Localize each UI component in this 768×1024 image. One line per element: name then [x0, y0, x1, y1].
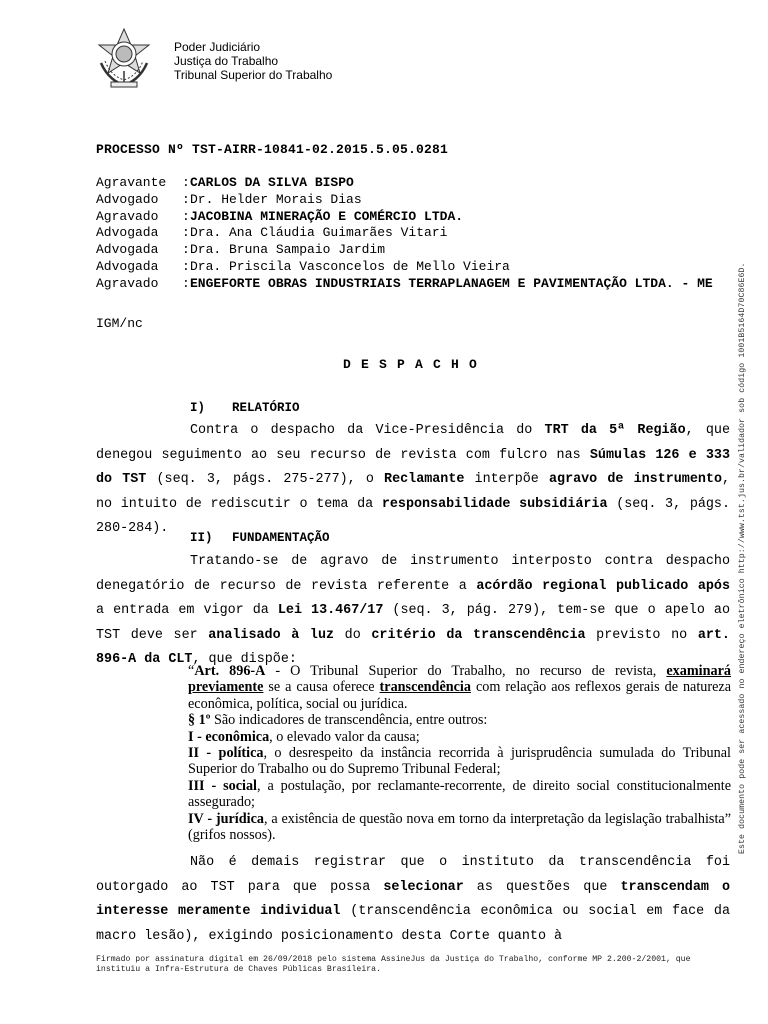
text-run: , o elevado valor da causa;	[269, 728, 420, 745]
signature-footer: Firmado por assinatura digital em 26/09/2018 pelo sistema AssineJus da Justiça do Trabalho, conforme MP 2.200-2/2001, que instituiu a Infra-Estrutura de Chaves Públicas Brasileira.	[96, 955, 691, 974]
text-run-bold: IV - jurídica	[188, 810, 264, 827]
paragraph-relatorio	[96, 419, 730, 542]
quote-article	[188, 663, 731, 712]
quote-item-i	[188, 729, 731, 745]
text-run: interpõe	[464, 472, 549, 488]
text-run-bold: III - social	[188, 777, 257, 794]
quote-item-iii	[188, 778, 731, 811]
party-name: Dra. Ana Cláudia Guimarães Vitari	[190, 225, 448, 241]
text-run: (transcendência econômica ou social em face da macro lesão), exigindo posicionamento desta Corte quanto à	[96, 904, 730, 944]
party-name: CARLOS DA SILVA BISPO	[190, 175, 354, 190]
party-row: Advogada : Dra. Bruna Sampaio Jardim	[96, 242, 736, 259]
text-run-bold: art. 896-A da CLT	[96, 627, 730, 668]
org-line-2: Justiça do Trabalho	[174, 54, 279, 68]
section-label: RELATÓRIO	[232, 401, 300, 415]
section-number: II)	[190, 531, 213, 545]
text-run-bold: Lei 13.467/17	[277, 603, 384, 619]
text-run: a entrada em vigor da	[96, 603, 278, 619]
org-line-3: Tribunal Superior do Trabalho	[174, 68, 333, 82]
text-run-bold: Reclamante	[384, 472, 465, 488]
quote-paragraph-1	[188, 712, 731, 728]
party-name: Dra. Bruna Sampaio Jardim	[190, 242, 386, 258]
text-run: Contra o despacho da Vice-Presidência do	[190, 423, 545, 438]
section-number: I)	[190, 401, 206, 415]
party-role: Agravante	[96, 175, 167, 190]
party-row: Advogada : Dra. Ana Cláudia Guimarães Vitari	[96, 225, 736, 242]
party-role: Advogada	[96, 225, 159, 241]
court-header	[174, 40, 332, 82]
text-run-bold: acórdão regional publicado após	[476, 578, 730, 594]
text-run: , a postulação, por reclamante-recorrente, de direito social constitucionalmente assegurado;	[188, 777, 731, 811]
text-run: , a existência de questão nova em torno da interpretação da legislação trabalhista” (grifos nossos).	[188, 810, 731, 844]
quote-item-ii	[188, 745, 731, 778]
quote-item-iv	[188, 811, 731, 844]
text-run-bold: Súmulas 126 e 333 do TST	[96, 447, 730, 488]
text-run-bold: § 1º	[188, 712, 211, 729]
text-run: do	[334, 627, 372, 643]
party-row: Agravado : JACOBINA MINERAÇÃO E COMÉRCIO LTDA.	[96, 209, 736, 226]
text-run: , no intuito de rediscutir o tema da	[96, 472, 731, 512]
party-role: Advogada	[96, 258, 159, 274]
party-role: Agravado	[96, 208, 159, 224]
brazil-coat-of-arms-icon	[93, 27, 155, 89]
process-number: PROCESSO Nº TST-AIRR-10841-02.2015.5.05.0281	[96, 142, 449, 157]
text-run-bold: analisado à luz	[208, 627, 335, 643]
author-initials: IGM/nc	[96, 316, 143, 331]
text-run: previsto no	[585, 627, 698, 643]
text-run: , que denegou seguimento ao seu recurso de revista com fulcro nas	[96, 423, 730, 463]
law-quote	[188, 663, 731, 843]
text-run-underlined: examinará previamente	[188, 663, 731, 696]
text-run: (seq. 3, págs. 280-284).	[96, 496, 730, 537]
section-label: FUNDAMENTAÇÃO	[232, 531, 330, 545]
party-role: Advogada	[96, 242, 159, 258]
text-run-bold: responsabilidade subsidiária	[381, 496, 608, 512]
text-run-bold: transcendam o interesse meramente individual	[96, 879, 731, 920]
text-run: , que dispõe:	[192, 652, 297, 668]
validation-note: Este documento pode ser acessado no endereço eletrônico http://www.tst.jus.br/validador sob código 1001B5164D70C86E6D.	[738, 262, 747, 854]
parties-list	[96, 175, 736, 309]
text-run-bold: I - econômica	[188, 728, 270, 745]
section-heading-fundamentacao	[190, 531, 330, 545]
text-run: (seq. 3, pág. 279), tem-se que o apelo ao TST deve ser	[96, 603, 730, 643]
party-role: Advogado	[96, 191, 159, 207]
text-run: “	[188, 663, 195, 679]
text-run: as questões que	[463, 879, 621, 895]
paragraph-fundamentacao	[96, 550, 730, 673]
party-row: Advogada : Dra. Priscila Vasconcelos de Mello Vieira	[96, 259, 736, 276]
text-run: se a causa oferece	[263, 679, 380, 696]
text-run-bold: critério da transcendência	[371, 627, 586, 643]
party-name: Dra. Priscila Vasconcelos de Mello Vieira	[190, 258, 510, 274]
text-run: Não é demais registrar que o instituto da transcendência foi outorgado ao TST para que possa	[96, 855, 730, 895]
paragraph-transcendencia	[96, 851, 730, 949]
party-name: ENGEFORTE OBRAS INDUSTRIAIS TERRAPLANAGEM E PAVIMENTAÇÃO LTDA. - ME	[190, 275, 713, 291]
text-run: São indicadores de transcendência, entre outros:	[210, 712, 488, 729]
text-run: - O Tribunal Superior do Trabalho, no recurso de revista,	[265, 663, 667, 679]
party-role: Agravado	[96, 275, 159, 291]
text-run-bold: agravo de instrumento	[549, 472, 722, 488]
text-run: com relação aos reflexos gerais de natureza econômica, política, social ou jurídica.	[188, 679, 731, 712]
text-run-bold: TRT da 5ª Região	[544, 423, 686, 438]
text-run: , o desrespeito da instância recorrida à jurisprudência sumulada do Tribunal Superior do Trabalho ou do Supremo Tribunal Federal;	[188, 745, 731, 778]
party-row: Agravante : CARLOS DA SILVA BISPO	[96, 175, 736, 192]
text-run: (seq. 3, págs. 275-277), o	[146, 472, 385, 488]
text-run-bold: Art. 896-A	[194, 663, 266, 679]
document-title: DESPACHO	[343, 357, 488, 372]
section-heading-relatorio	[190, 401, 300, 415]
party-row: Agravado : ENGEFORTE OBRAS INDUSTRIAIS TERRAPLANAGEM E PAVIMENTAÇÃO LTDA. - ME	[96, 276, 736, 309]
party-name: Dr. Helder Morais Dias	[190, 191, 362, 207]
text-run-bold: selecionar	[383, 879, 464, 895]
org-line-1: Poder Judiciário	[174, 40, 261, 54]
party-name: JACOBINA MINERAÇÃO E COMÉRCIO LTDA.	[190, 208, 464, 224]
text-run: Tratando-se de agravo de instrumento interposto contra despacho denegatório de recurso de revista referente a	[96, 554, 730, 594]
party-row: Advogado : Dr. Helder Morais Dias	[96, 192, 736, 209]
text-run-bold: II - política	[188, 745, 264, 762]
text-run-underlined: transcendência	[379, 679, 471, 696]
